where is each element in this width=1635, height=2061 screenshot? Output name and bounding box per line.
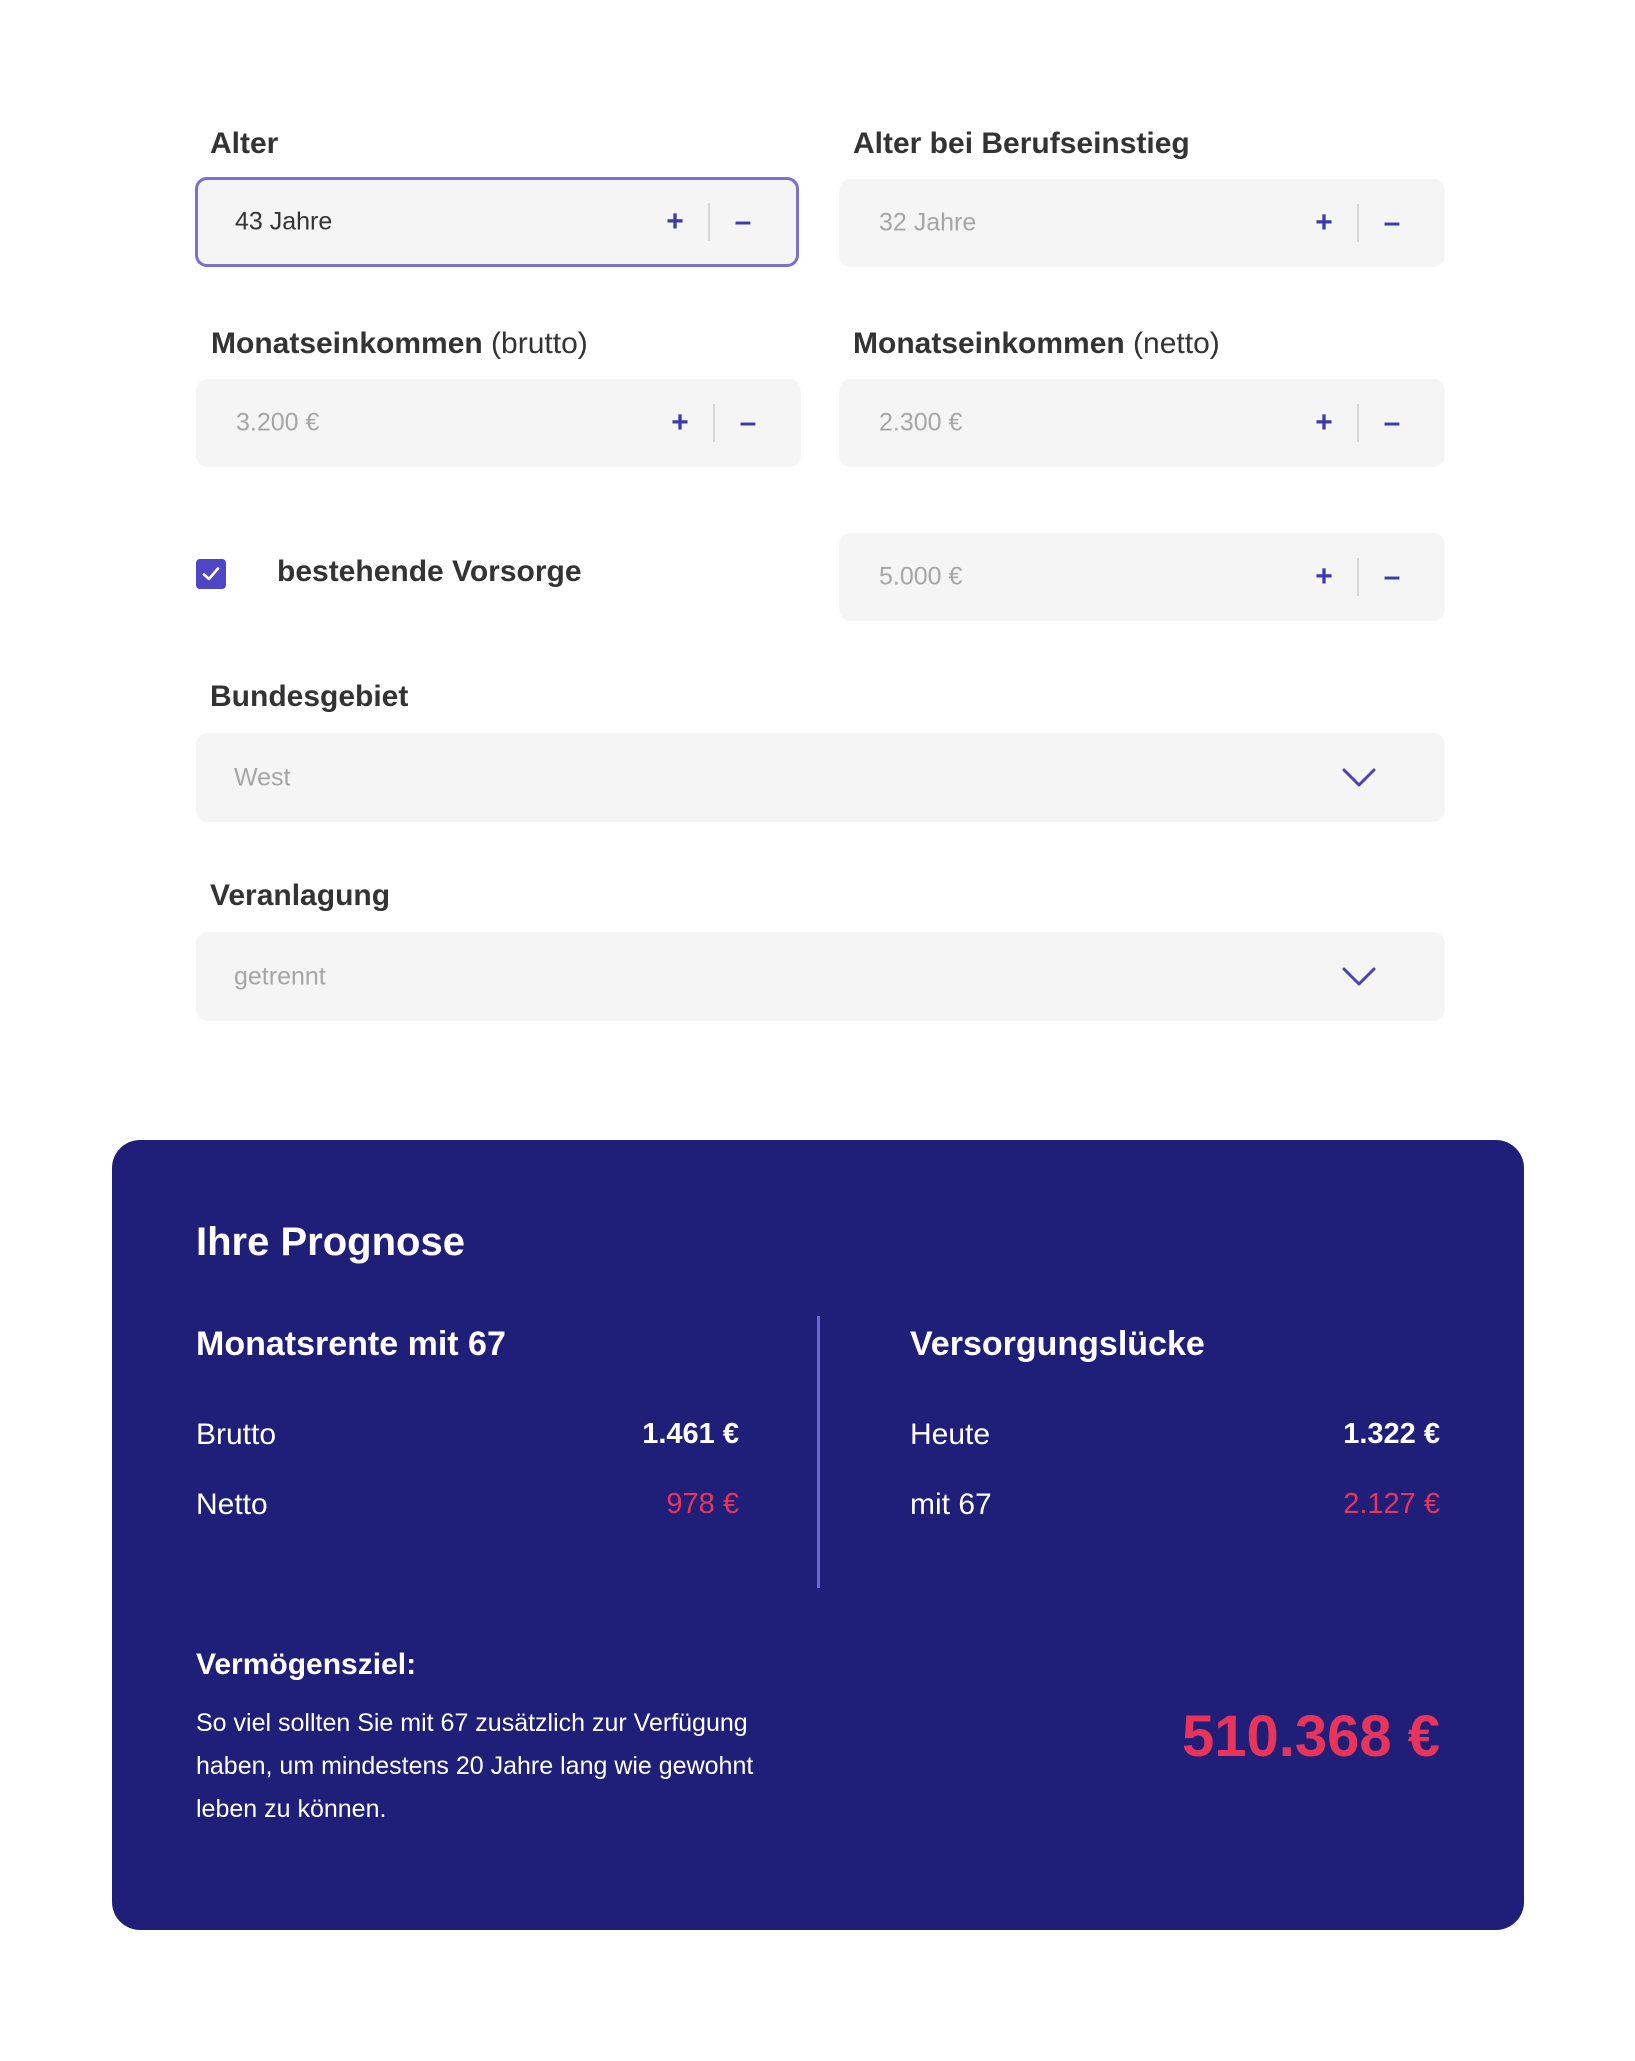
chevron-down-icon[interactable] bbox=[1341, 965, 1377, 989]
alter-berufseinstieg-stepper bbox=[1307, 203, 1409, 243]
veranlagung-select[interactable] bbox=[196, 932, 1445, 1021]
versorgungsluecke-heute-label: Heute bbox=[910, 1418, 991, 1451]
alter-berufseinstieg-minus-button[interactable]: – bbox=[1383, 206, 1401, 239]
monatsrente-netto-label: Netto bbox=[196, 1488, 268, 1521]
prognose-title: Ihre Prognose bbox=[196, 1220, 465, 1264]
einkommen-netto-label bbox=[853, 327, 1220, 361]
monatsrente-title: Monatsrente mit 67 bbox=[196, 1325, 506, 1363]
alter-minus-button[interactable]: – bbox=[734, 205, 752, 238]
vermoegensziel-amount: 510.368 € bbox=[1181, 1704, 1440, 1769]
chevron-down-icon[interactable] bbox=[1341, 766, 1377, 790]
einkommen-brutto-stepper bbox=[663, 403, 765, 443]
einkommen-brutto-plus-button[interactable]: + bbox=[671, 406, 689, 439]
stepper-divider bbox=[1357, 404, 1359, 442]
einkommen-brutto-minus-button[interactable]: – bbox=[739, 406, 757, 439]
vorsorge-checkbox-label[interactable]: bestehende Vorsorge bbox=[277, 555, 582, 588]
vorsorge-stepper bbox=[1307, 557, 1409, 597]
vorsorge-field[interactable] bbox=[839, 533, 1445, 621]
monatsrente-brutto-label: Brutto bbox=[196, 1418, 277, 1451]
prognose-panel bbox=[112, 1140, 1524, 1930]
bundesgebiet-label: Bundesgebiet bbox=[210, 680, 409, 713]
vorsorge-plus-button[interactable]: + bbox=[1315, 560, 1333, 593]
stepper-divider bbox=[708, 203, 710, 241]
alter-label: Alter bbox=[210, 127, 279, 160]
einkommen-netto-minus-button[interactable]: – bbox=[1383, 406, 1401, 439]
versorgungsluecke-heute-value: 1.322 € bbox=[1343, 1418, 1440, 1450]
alter-berufseinstieg-label: Alter bei Berufseinstieg bbox=[853, 127, 1190, 160]
veranlagung-label: Veranlagung bbox=[210, 879, 391, 912]
stepper-divider bbox=[1357, 558, 1359, 596]
einkommen-netto-label-text: Monatseinkommen bbox=[853, 327, 1125, 360]
alter-berufseinstieg-value[interactable]: 32 Jahre bbox=[879, 208, 977, 237]
einkommen-netto-label-suffix: (netto) bbox=[1124, 327, 1220, 360]
veranlagung-selected-value: getrennt bbox=[234, 962, 326, 990]
alter-berufseinstieg-field[interactable] bbox=[839, 179, 1445, 267]
checkmark-icon bbox=[200, 563, 222, 585]
einkommen-netto-stepper bbox=[1307, 403, 1409, 443]
bundesgebiet-selected-value: West bbox=[234, 763, 291, 791]
vermoegensziel-title: Vermögensziel: bbox=[196, 1648, 417, 1681]
monatsrente-brutto-value: 1.461 € bbox=[642, 1418, 739, 1450]
einkommen-brutto-label-suffix: (brutto) bbox=[482, 327, 588, 360]
column-divider bbox=[817, 1316, 820, 1588]
vorsorge-checkbox[interactable] bbox=[196, 559, 226, 589]
einkommen-brutto-field[interactable] bbox=[196, 379, 801, 467]
bundesgebiet-select[interactable] bbox=[196, 733, 1445, 822]
alter-berufseinstieg-plus-button[interactable]: + bbox=[1315, 206, 1333, 239]
versorgungsluecke-title: Versorgungslücke bbox=[910, 1325, 1205, 1363]
einkommen-brutto-label-text: Monatseinkommen bbox=[211, 327, 483, 360]
monatsrente-netto-value: 978 € bbox=[666, 1488, 739, 1520]
alter-stepper bbox=[658, 202, 760, 242]
vorsorge-minus-button[interactable]: – bbox=[1383, 560, 1401, 593]
versorgungsluecke-mit67-value: 2.127 € bbox=[1343, 1488, 1440, 1520]
einkommen-netto-field[interactable] bbox=[839, 379, 1445, 467]
vermoegensziel-description: So viel sollten Sie mit 67 zusätzlich zur Verfügung haben, um mindestens 20 Jahre lang wie gewohnt leben zu können. bbox=[196, 1709, 754, 1823]
einkommen-netto-plus-button[interactable]: + bbox=[1315, 406, 1333, 439]
einkommen-brutto-value[interactable]: 3.200 € bbox=[236, 408, 320, 437]
alter-field[interactable] bbox=[195, 177, 799, 267]
versorgungsluecke-mit67-label: mit 67 bbox=[910, 1488, 992, 1521]
einkommen-brutto-label bbox=[211, 327, 588, 361]
alter-plus-button[interactable]: + bbox=[666, 205, 684, 238]
alter-value[interactable]: 43 Jahre bbox=[235, 207, 333, 236]
vorsorge-value[interactable]: 5.000 € bbox=[879, 562, 963, 591]
einkommen-netto-value[interactable]: 2.300 € bbox=[879, 408, 963, 437]
stepper-divider bbox=[1357, 204, 1359, 242]
stepper-divider bbox=[713, 404, 715, 442]
